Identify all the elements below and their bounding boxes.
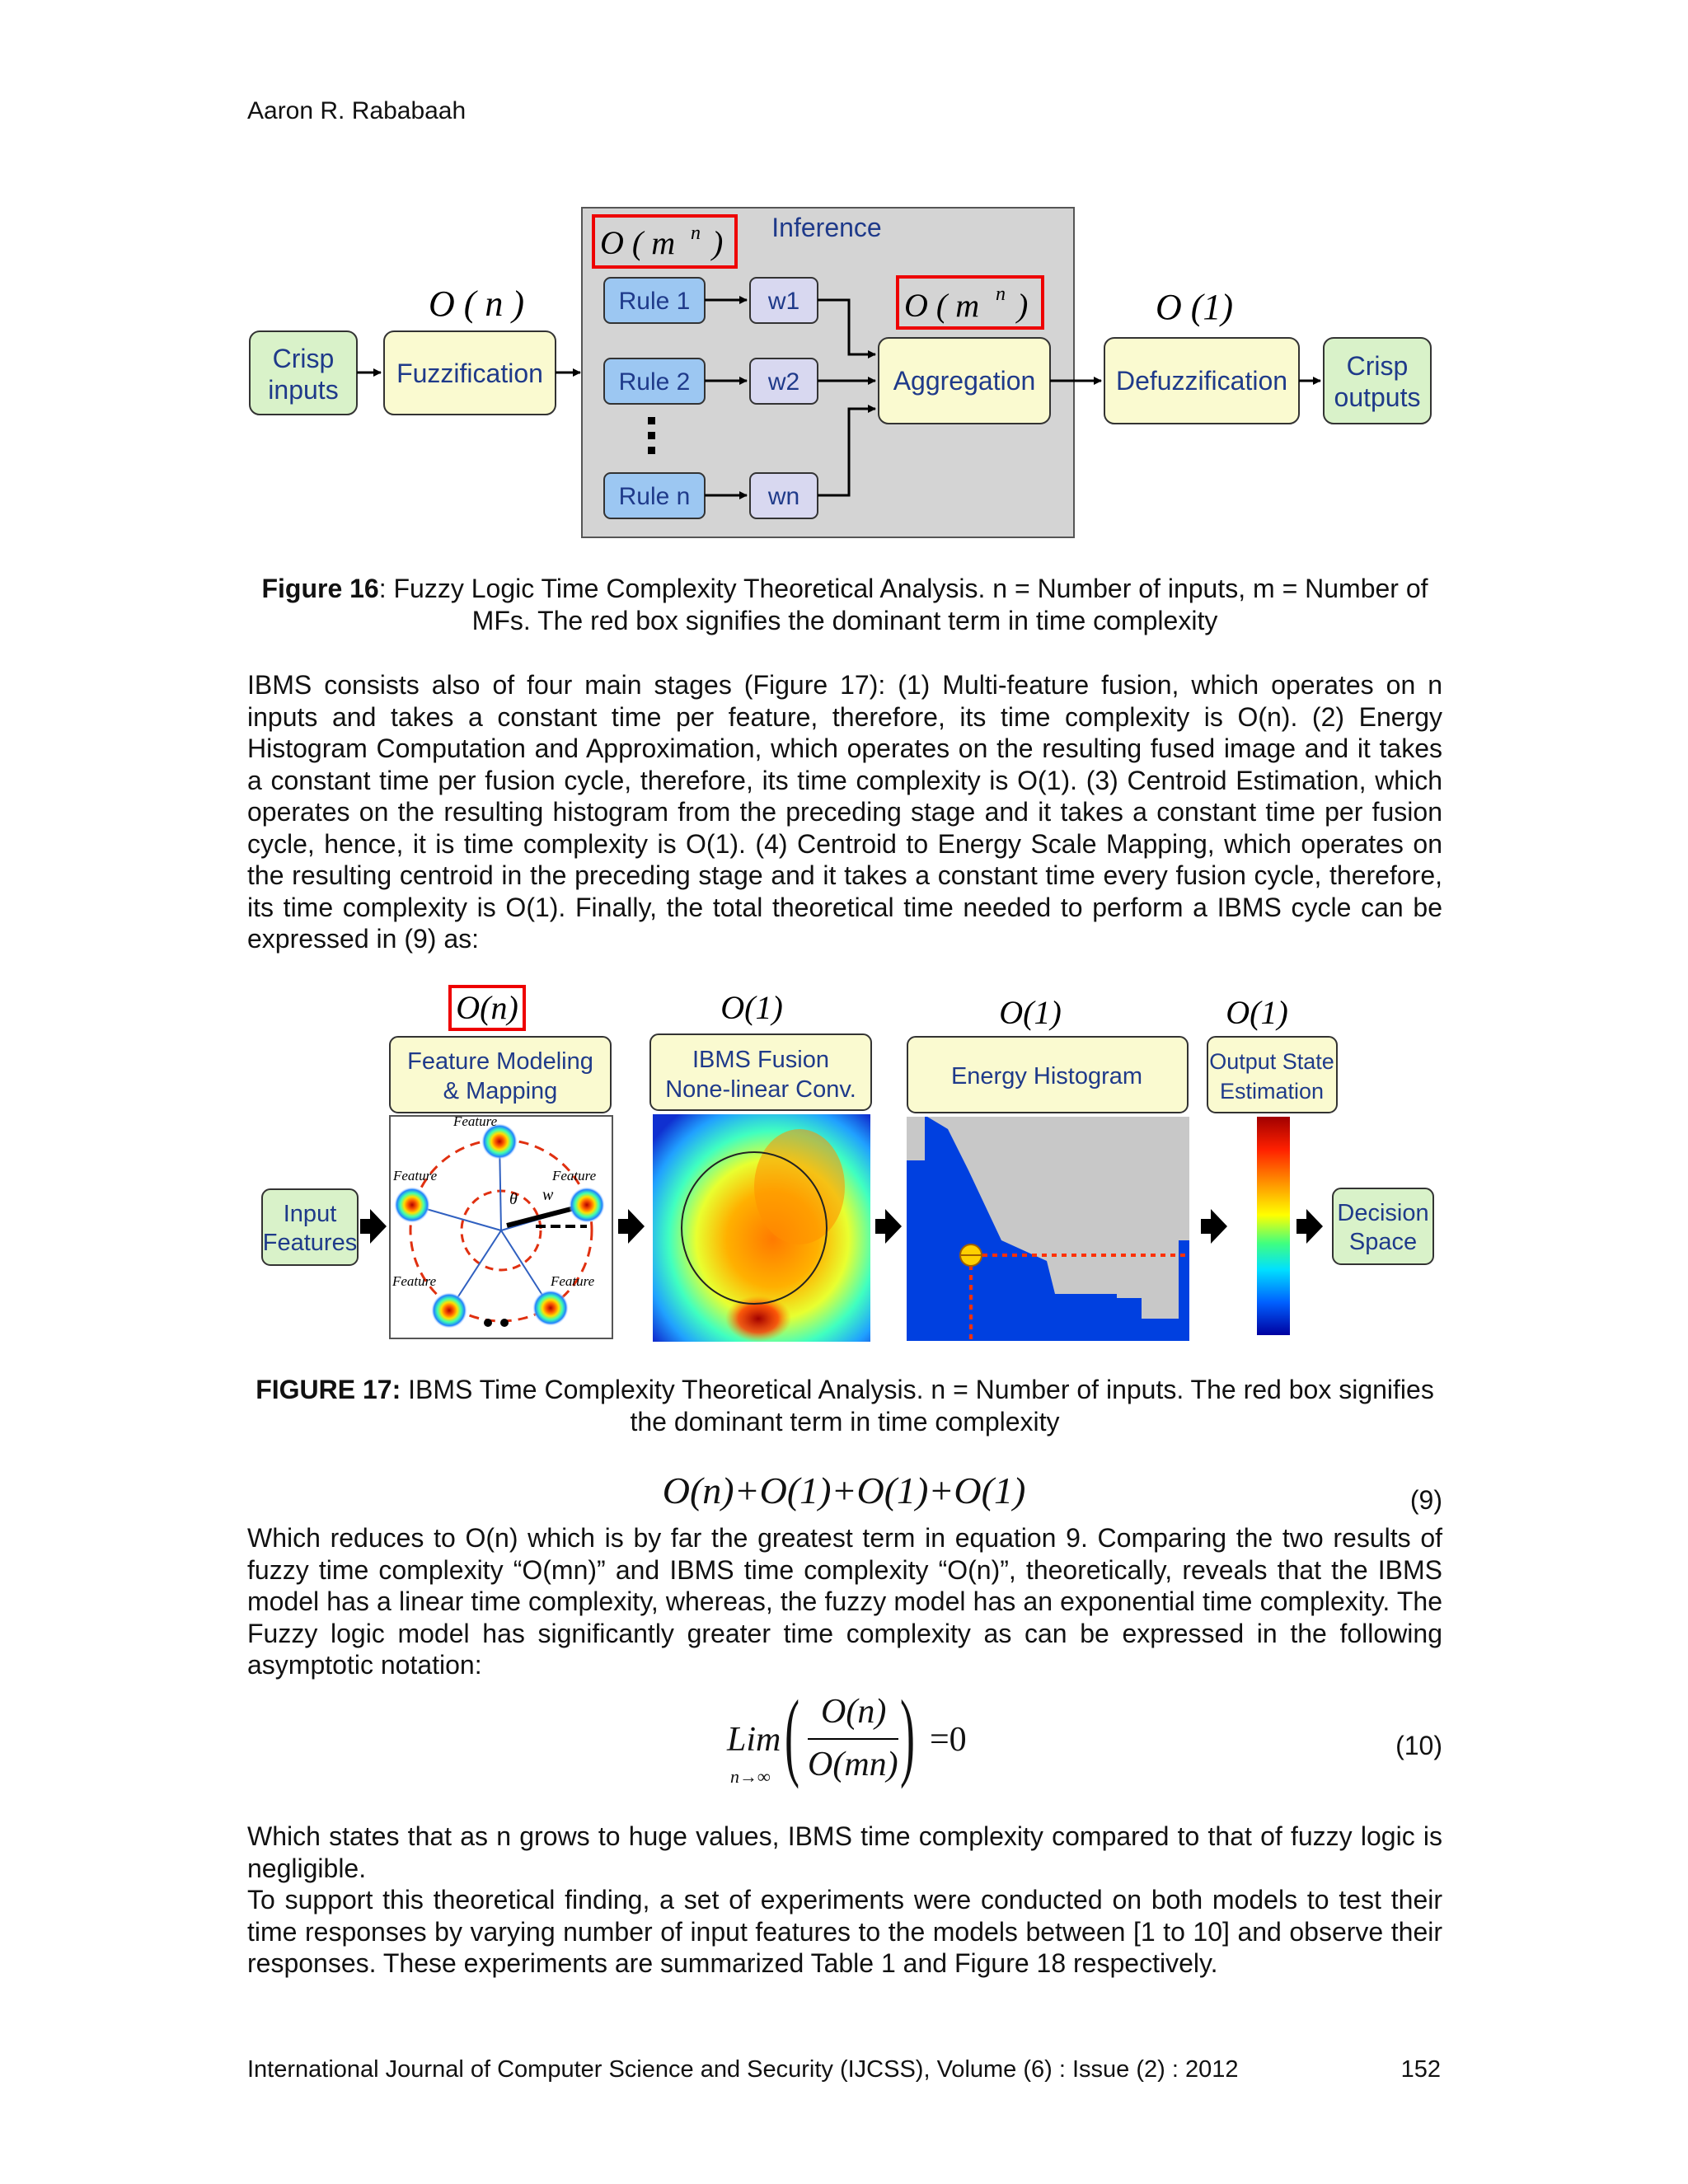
crisp-inputs-line2: inputs [268, 375, 339, 405]
defuzzification-complexity: O (1) [1156, 287, 1234, 327]
equation-10-numerator: O(n) [821, 1693, 887, 1731]
figure-16-caption-label: Figure 16 [261, 574, 379, 603]
crisp-outputs-line1: Crisp [1346, 351, 1409, 381]
wn-label: wn [767, 483, 800, 510]
svg-text:): ) [712, 224, 724, 261]
feature-label-top: Feature [453, 1113, 498, 1129]
figure-17-caption-label: FIGURE 17: [256, 1375, 401, 1404]
equation-10-rhs: =0 [930, 1721, 967, 1759]
aggregation-label: Aggregation [893, 366, 1036, 396]
feature-label-left: Feature [393, 1168, 438, 1183]
journal-footer: International Journal of Computer Science and Security (IJCSS), Volume (6) : Issue (2) : 2012 [247, 2056, 1239, 2083]
equation-10-sub: n→∞ [730, 1766, 771, 1787]
paragraph-comparison: Which reduces to O(n) which is by far the greatest term in equation 9. Comparing the two results of fuzzy time complexity “O(mn)” and IBMS time complexity “O(n)”, theoretically, reveals that the IBMS model has a linear time complexity, whereas, the fuzzy model has an exponential time complexity. The Fuzzy logic model has significantly greater time complexity as can be expressed in the following asymptotic notation: [247, 1523, 1442, 1680]
paragraph-experiments: To support this theoretical finding, a set of experiments were conducted on both models to test their time responses by varying number of input features to the models between [1 to 10] and observe their responses. These experiments are summarized Table 1 and Figure 18 respectively. [247, 1885, 1442, 1978]
running-header: Aaron R. Rababaah [247, 97, 467, 124]
w-label: w [542, 1186, 554, 1204]
stage2-complexity: O(1) [720, 989, 783, 1026]
figure-17-caption [247, 1374, 1442, 1437]
equation-9: O(n)+O(1)+O(1)+O(1) [662, 1469, 1026, 1511]
equation-10-denominator: O(mn) [808, 1746, 898, 1783]
stage3-complexity: O(1) [999, 994, 1062, 1031]
figure-16-caption [247, 573, 1442, 636]
svg-text:): ) [1017, 287, 1029, 324]
rules-complexity: O ( m [600, 224, 676, 261]
crisp-outputs-line2: outputs [1334, 382, 1421, 412]
figure-16-diagram [239, 198, 1451, 544]
ibms-fusion-line1: IBMS Fusion [692, 1047, 829, 1073]
rule-2-label: Rule 2 [618, 368, 691, 396]
defuzzification-label: Defuzzification [1115, 366, 1288, 396]
rule-n-label: Rule n [618, 483, 691, 510]
stage4-complexity: O(1) [1226, 994, 1288, 1031]
ibms-fusion-line2: None-linear Conv. [665, 1076, 856, 1103]
equation-10 [725, 1680, 997, 1797]
svg-text:n: n [996, 284, 1006, 305]
output-state-line1: Output State [1209, 1049, 1334, 1074]
paragraph-negligible: Which states that as n grows to huge values, IBMS time complexity compared to that of fuzzy logic is negligible. [247, 1821, 1442, 1883]
svg-text:n: n [691, 223, 701, 244]
fuzzification-complexity: O ( n ) [429, 284, 525, 324]
figure-16-caption-text: : Fuzzy Logic Time Complexity Theoretical Analysis. n = Number of inputs, m = Number of MFs. The red box signifies the dominant term in time complexity [378, 574, 1428, 635]
crisp-inputs-line1: Crisp [272, 344, 335, 373]
input-features-line1: Input [283, 1201, 337, 1227]
decision-space-line2: Space [1348, 1229, 1418, 1255]
theta-label: θ [509, 1190, 518, 1208]
output-state-line2: Estimation [1219, 1079, 1325, 1104]
figure-17-caption-text: IBMS Time Complexity Theoretical Analysis. n = Number of inputs. The red box signifies the dominant term in time complexity [401, 1375, 1434, 1436]
equation-9-number: (9) [1409, 1485, 1442, 1515]
fuzzification-label: Fuzzification [396, 359, 543, 388]
paragraph-ibms-stages: IBMS consists also of four main stages (Figure 17): (1) Multi-feature fusion, which operates on n inputs and takes a constant time per feature, therefore, its time complexity is O(n). (2) Energy Histogram Computation and Approximation, which operates on the resulting fused image and it takes a constant time per fusion cycle, therefore, its time complexity is O(1). (3) Centroid Estimation, which operates on the resulting histogram from the preceding stage and it takes a constant time per fusion cycle, hence, it is time complexity is O(1). (4) Centroid to Energy Scale Mapping, which operates on the resulting centroid in the preceding stage and it takes a constant time every fusion cycle, therefore, its time complexity is O(1). Finally, the total theoretical time needed to perform a IBMS cycle can be expressed in (9) as: [247, 670, 1442, 954]
feature-label-bottom-right: Feature [551, 1273, 595, 1289]
decision-space-line1: Decision [1337, 1200, 1429, 1226]
equation-10-left-paren: ( [785, 1680, 799, 1789]
feature-label-bottom-left: Feature [392, 1273, 437, 1289]
equation-10-number: (10) [1395, 1731, 1442, 1760]
stage1-complexity: O(n) [456, 989, 518, 1026]
input-features-line2: Features [262, 1230, 358, 1256]
feature-modeling-line2: & Mapping [443, 1078, 558, 1104]
w1-label: w1 [767, 288, 800, 315]
page-number: 152 [1400, 2056, 1441, 2083]
equation-10-right-paren: ) [900, 1680, 915, 1789]
feature-modeling-line1: Feature Modeling [407, 1048, 593, 1075]
equation-10-lim: Lim [727, 1721, 781, 1759]
energy-histogram-label: Energy Histogram [950, 1063, 1143, 1090]
inference-label: Inference [771, 213, 882, 242]
w2-label: w2 [767, 368, 800, 396]
figure-17-diagram [247, 977, 1451, 1356]
equation-10-fraction-bar [808, 1738, 898, 1740]
rule-1-label: Rule 1 [618, 288, 691, 315]
feature-label-right: Feature [552, 1168, 597, 1183]
aggregation-complexity: O ( m [904, 287, 980, 324]
energy-scale-colorbar [1257, 1117, 1290, 1335]
